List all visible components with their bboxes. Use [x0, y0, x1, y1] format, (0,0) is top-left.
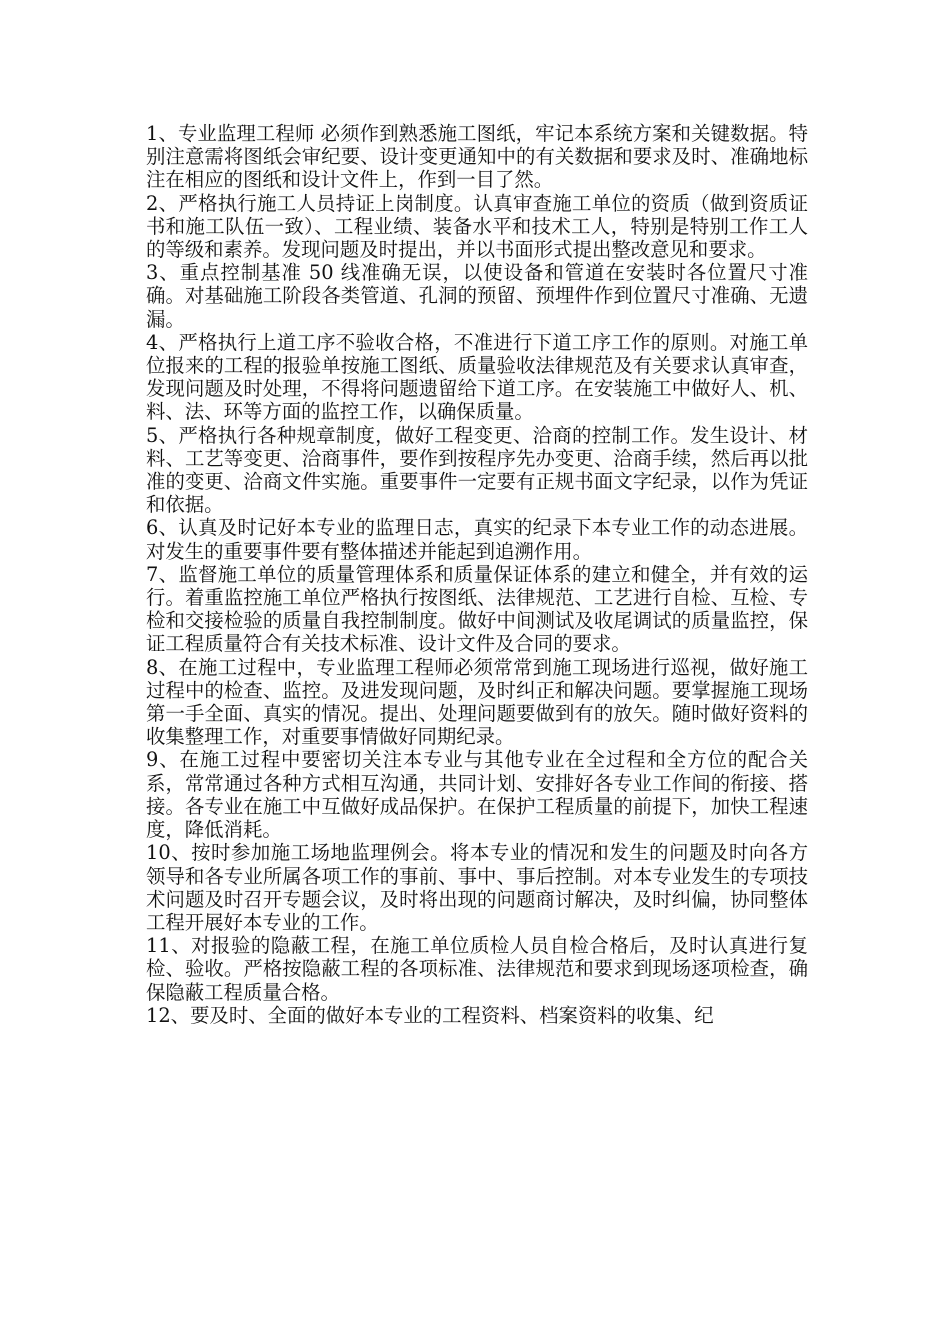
paragraph-3: 3、重点控制基准 50 线准确无误，以使设备和管道在安装时各位置尺寸准确。对基础施工阶段各类管道、孔洞的预留、预埋件作到位置尺寸准确、无遗漏。: [146, 261, 808, 331]
document-page: [146, 122, 808, 1027]
paragraph-10: 10、按时参加施工场地监理例会。将本专业的情况和发生的问题及时向各方领导和各专业所属各项工作的事前、事中、事后控制。对本专业发生的专项技术问题及时召开专题会议，及时将出现的问题商讨解决，及时纠偏，协同整体工程开展好本专业的工作。: [146, 841, 808, 934]
paragraph-1: 1、专业监理工程师 必须作到熟悉施工图纸，牢记本系统方案和关键数据。特别注意需将图纸会审纪要、设计变更通知中的有关数据和要求及时、准确地标注在相应的图纸和设计文件上，作到一目了然。: [146, 122, 808, 192]
paragraph-9: 9、在施工过程中要密切关注本专业与其他专业在全过程和全方位的配合关系，常常通过各种方式相互沟通，共同计划、安排好各专业工作间的衔接、搭接。各专业在施工中互做好成品保护。在保护工程质量的前提下，加快工程速度，降低消耗。: [146, 748, 808, 842]
paragraph-4: 4、严格执行上道工序不验收合格，不准进行下道工序工作的原则。对施工单位报来的工程的报验单按施工图纸、质量验收法律规范及有关要求认真审查，发现问题及时处理，不得将问题遗留给下道工序。在安装施工中做好人、机、料、法、环等方面的监控工作，以确保质量。: [146, 330, 808, 424]
paragraph-11: 11、对报验的隐蔽工程，在施工单位质检人员自检合格后，及时认真进行复检、验收。严格按隐蔽工程的各项标准、法律规范和要求到现场逐项检查，确保隐蔽工程质量合格。: [146, 934, 808, 1004]
paragraph-8: 8、在施工过程中，专业监理工程师必须常常到施工现场进行巡视，做好施工过程中的检查、监控。及进发现问题，及时纠正和解决问题。要掌握施工现场第一手全面、真实的情况。提出、处理问题要做到有的放矢。随时做好资料的收集整理工作，对重要事情做好同期纪录。: [146, 655, 808, 749]
paragraph-2: 2、严格执行施工人员持证上岗制度。认真审查施工单位的资质（做到资质证书和施工队伍一致）、工程业绩、装备水平和技术工人，特别是特别工作工人的等级和素养。发现问题及时提出，并以书面形式提出整改意见和要求。: [146, 191, 808, 262]
paragraph-7: 7、监督施工单位的质量管理体系和质量保证体系的建立和健全，并有效的运行。着重监控施工单位严格执行按图纸、法律规范、工艺进行自检、互检、专检和交接检验的质量自我控制制度。做好中间测试及收尾调试的质量监控，保证工程质量符合有关技术标准、设计文件及合同的要求。: [146, 562, 808, 656]
paragraph-5: 5、严格执行各种规章制度，做好工程变更、洽商的控制工作。发生设计、材料、工艺等变更、洽商事件，要作到按程序先办变更、洽商手续，然后再以批准的变更、洽商文件实施。重要事件一定要有正规书面文字纪录，以作为凭证和依据。: [146, 423, 808, 517]
paragraph-6: 6、认真及时记好本专业的监理日志，真实的纪录下本专业工作的动态进展。对发生的重要事件要有整体描述并能起到追溯作用。: [146, 516, 808, 563]
paragraph-12: 12、要及时、全面的做好本专业的工程资料、档案资料的收集、纪: [146, 1003, 714, 1027]
